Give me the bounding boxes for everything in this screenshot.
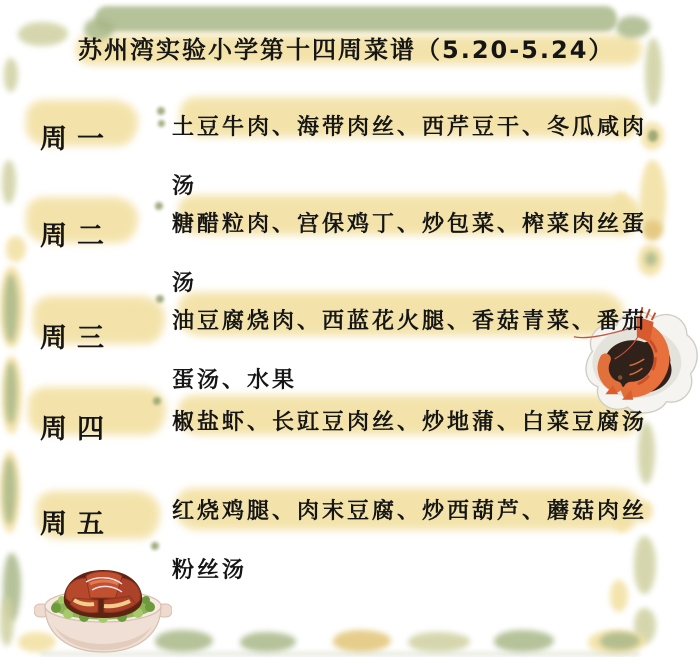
day-label-monday: 周一 bbox=[40, 124, 114, 155]
dishes-tuesday: 糖醋粒肉、宫保鸡丁、炒包菜、榨菜肉丝蛋汤 bbox=[172, 212, 648, 296]
day-label-wednesday: 周三 bbox=[40, 323, 114, 354]
dishes-wednesday: 油豆腐烧肉、西蓝花火腿、香菇青菜、番茄蛋汤、水果 bbox=[172, 309, 648, 393]
day-label-thursday: 周四 bbox=[40, 414, 114, 445]
day-label-tuesday: 周二 bbox=[40, 221, 114, 252]
page-title: 苏州湾实验小学第十四周菜谱（5.20-5.24） bbox=[78, 36, 615, 64]
day-label-friday: 周五 bbox=[40, 509, 114, 540]
dishes-monday: 土豆牛肉、海带肉丝、西芹豆干、冬瓜咸肉汤 bbox=[172, 115, 648, 199]
dishes-friday: 红烧鸡腿、肉末豆腐、炒西葫芦、蘑菇肉丝粉丝汤 bbox=[172, 499, 648, 583]
dishes-thursday: 椒盐虾、长豇豆肉丝、炒地蒲、白菜豆腐汤 bbox=[172, 410, 648, 435]
